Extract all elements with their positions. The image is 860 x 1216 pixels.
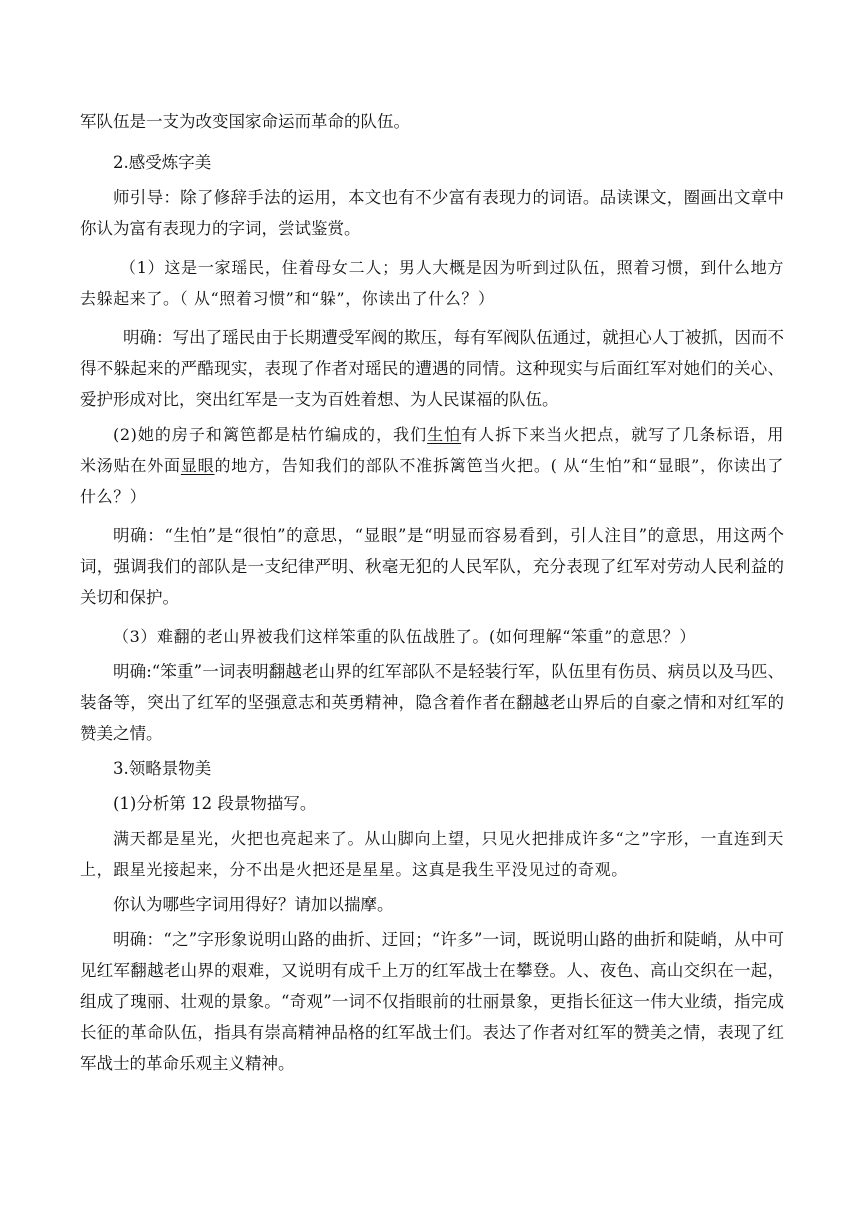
quote-1: （1）这是一家瑶民，住着母女二人；男人大概是因为听到过队伍，照着习惯，到什么地方去躲起来了。（ 从“照着习惯”和“躲”，你读出了什么？）	[80, 258, 784, 308]
question-prompt: 你认为哪些字词用得好？请加以揣摩。	[113, 895, 394, 914]
quote-2-part-a: (2)她的房子和篱笆都是枯竹编成的，我们	[113, 425, 428, 444]
answer-3: 明确:“笨重”一词表明翻越老山界的红军部队不是轻装行军，队伍里有伤员、病员以及马匹、装备等，突出了红军的坚强意志和英勇精神，隐含着作者在翻越老山界后的自豪之情和对红军的赞美之情。	[80, 662, 784, 743]
answer-2: 明确：“生怕”是“很怕”的意思，“显眼”是“明显而容易看到，引人注目”的意思，用这两个词，强调我们的部队是一支纪律严明、秋毫无犯的人民军队，充分表现了红军对劳动人民利益的关切和保护。	[80, 526, 784, 607]
teacher-guidance: 师引导：除了修辞手法的运用，本文也有不少富有表现力的词语。品读课文，圈画出文章中你认为富有表现力的字词，尝试鉴赏。	[80, 188, 784, 238]
quote-2-part-b: 有人拆下来当火把点，就写了几条标语，用米汤贴在外面	[80, 425, 785, 475]
heading-scenery: 3.领略景物美	[113, 759, 212, 778]
underlined-word-xianyan: 显眼	[180, 456, 215, 475]
quote-2	[80, 419, 784, 512]
paragraph-continuation: 军队伍是一支为改变国家命运而革命的队伍。	[80, 112, 410, 131]
quote-2-part-c: 的地方，告知我们的部队不准拆篱笆当火把。( 从“生怕”和“显眼”，你读出了什么？）	[80, 456, 785, 506]
answer-1: 明确：写出了瑶民由于长期遭受军阀的欺压，每有军阀队伍通过，就担心人丁被抓，因而不得不躲起来的严酷现实，表现了作者对瑶民的遭遇的同情。这种现实与后面红军对她们的关心、爱护形成对比，突出红军是一支为百姓着想、为人民谋福的队伍。	[80, 328, 784, 409]
quote-3: （3）难翻的老山界被我们这样笨重的队伍战胜了。(如何理解“笨重”的意思？）	[113, 627, 696, 646]
underlined-word-shengpa: 生怕	[427, 425, 462, 444]
subheading-paragraph-12: (1)分析第 12 段景物描写。	[113, 794, 317, 813]
answer-scenery: 明确：“之”字形象说明山路的曲折、迂回；“许多”一词，既说明山路的曲折和陡峭，从中可见红军翻越老山界的艰难，又说明有成千上万的红军战士在攀登。人、夜色、高山交织在一起，组成了瑰丽、壮观的景象。“奇观”一词不仅指眼前的壮丽景象，更指长征这一伟大业绩，指完成长征的革命队伍，指具有崇高精神品格的红军战士们。表达了作者对红军的赞美之情，表现了红军战士的革命乐观主义精神。	[80, 930, 784, 1073]
heading-word-refining: 2.感受炼字美	[113, 153, 212, 172]
document-page	[80, 106, 784, 1079]
quote-scenery: 满天都是星光，火把也亮起来了。从山脚向上望，只见火把排成许多“之”字形，一直连到天上，跟星光接起来，分不出是火把还是星星。这真是我生平没见过的奇观。	[80, 829, 784, 879]
